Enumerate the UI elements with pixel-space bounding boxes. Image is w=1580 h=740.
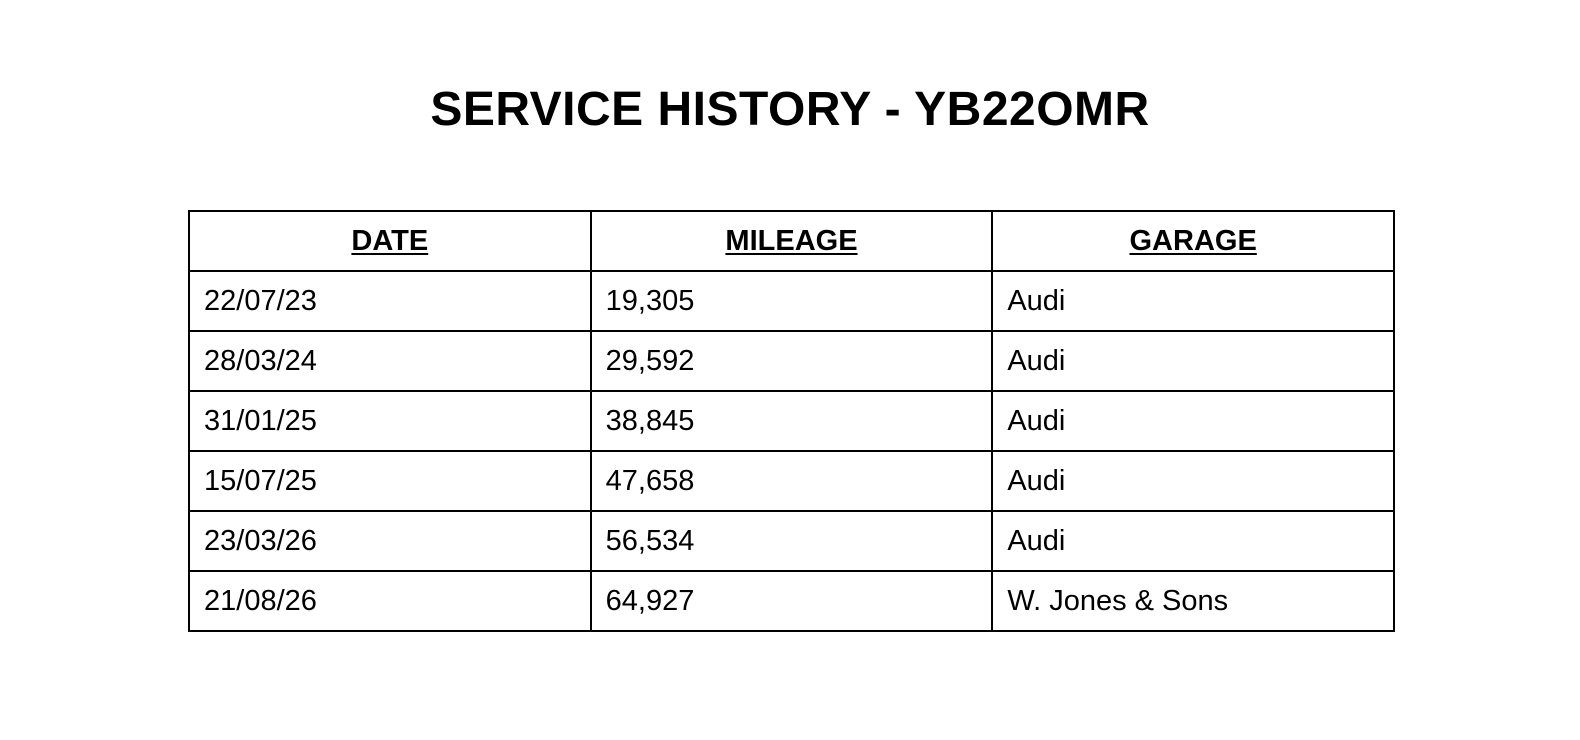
cell-mileage: 19,305	[591, 271, 993, 331]
service-history-table	[188, 210, 1395, 632]
cell-mileage: 56,534	[591, 511, 993, 571]
table-row	[189, 391, 1394, 451]
table-row	[189, 331, 1394, 391]
cell-date: 21/08/26	[189, 571, 591, 631]
cell-date: 28/03/24	[189, 331, 591, 391]
cell-garage: Audi	[992, 511, 1394, 571]
column-header-date: DATE	[189, 211, 591, 271]
cell-garage: Audi	[992, 271, 1394, 331]
cell-garage: Audi	[992, 451, 1394, 511]
cell-mileage: 47,658	[591, 451, 993, 511]
page-title: SERVICE HISTORY - YB22OMR	[430, 83, 1150, 136]
cell-garage: W. Jones & Sons	[992, 571, 1394, 631]
column-header-mileage: MILEAGE	[591, 211, 993, 271]
table-row	[189, 271, 1394, 331]
table-row	[189, 451, 1394, 511]
cell-date: 23/03/26	[189, 511, 591, 571]
cell-mileage: 38,845	[591, 391, 993, 451]
cell-mileage: 29,592	[591, 331, 993, 391]
column-header-garage: GARAGE	[992, 211, 1394, 271]
table-row	[189, 511, 1394, 571]
cell-mileage: 64,927	[591, 571, 993, 631]
cell-garage: Audi	[992, 331, 1394, 391]
table-row	[189, 571, 1394, 631]
cell-date: 22/07/23	[189, 271, 591, 331]
cell-garage: Audi	[992, 391, 1394, 451]
table-header-row	[189, 211, 1394, 271]
cell-date: 15/07/25	[189, 451, 591, 511]
cell-date: 31/01/25	[189, 391, 591, 451]
